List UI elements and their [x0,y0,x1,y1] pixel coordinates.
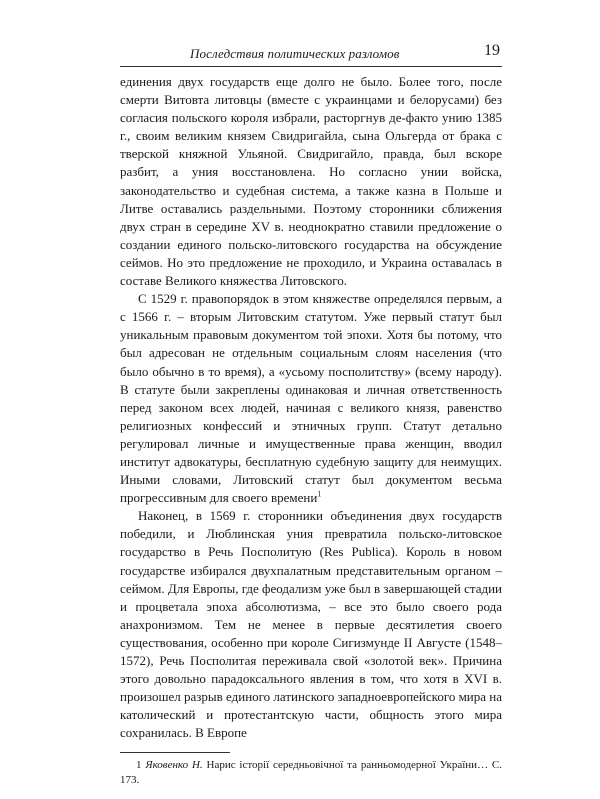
footnote-reference[interactable]: 1 [317,489,322,499]
paragraph-2-text: С 1529 г. правопорядок в этом княжестве определялся первым, а с 1566 г. – вторым Литовским статутом. Уже первый статут был уникальным правовым документом той эпохи. Хотя бы потому, что был адресован не отдельным социальным слоям населения (что было обычно в то время), а «усьому посполитству» (всему народу). В статуте были закреплены одинаковая и личная ответственность перед законом всех людей, начиная с великого князя, равенство религиозных конфессий и этничных групп. Статут детально регулировал личные и имущественные права женщин, вводил институт адвокатуры, бесплатную судебную защиту для неимущих. Иными словами, Литовский статут был документом весьма прогрессивным для своего времени [120,291,502,506]
body-text [120,73,502,742]
paragraph-1: единения двух государств еще долго не было. Более того, после смерти Витовта литовцы (вместе с украинцами и белорусами) без согласия польского короля избрали, расторгнув де-факто унию 1385 г., своим великим князем Свидригайла, сына Ольгерда от брака с тверской княжной Ульяной. Свидригайло, правда, был вскоре разбит, а уния восстановлена. Но согласно унии войска, законодательство и судебная система, а также казна в Польше и Литве оставались раздельными. Поэтому сторонники сближения двух стран в середине XV в. неоднократно ставили предложение о создании единого польско-литовского государства на обсуждение сеймов. Но это предложение не проходило, и Украина оставалась в составе Великого княжества Литовского. [120,74,502,289]
paragraph-3: Наконец, в 1569 г. сторонники объединения двух государств победили, и Люблинская уния превратила польско-литовское государство в Речь Посполитую (Res Publica). Король в новом государстве избирался двухпалатным представительным органом – сеймом. Для Европы, где феодализм уже был в завершающей стадии и процветала эпоха абсолютизма, – все это было своего рода анахронизмом. Тем не менее в первые десятилетия своего существования, особенно при короле Сигизмунде II Августе (1548–1572), Речь Посполитая переживала свой «золотой век». Причина этого довольно парадоксального явления в том, что хотя в XVI в. произошел разрыв единого латинского западноевропейского мира на католический и протестантскую части, общность этого мира сохранилась. В Европе [120,508,503,741]
running-title: Последствия политических разломов [190,46,400,61]
footnote-text: Нарис історії середньовічної та ранньомодерної України… С. 173. [120,759,502,787]
footnote-author: Яковенко Н. [145,759,203,772]
book-page [120,40,502,799]
page-number: 19 [484,42,500,59]
footnote [120,758,502,788]
footnote-separator [120,752,230,753]
footnote-number: 1 [136,759,142,772]
running-header [120,40,502,67]
paragraph-2 [120,290,502,507]
